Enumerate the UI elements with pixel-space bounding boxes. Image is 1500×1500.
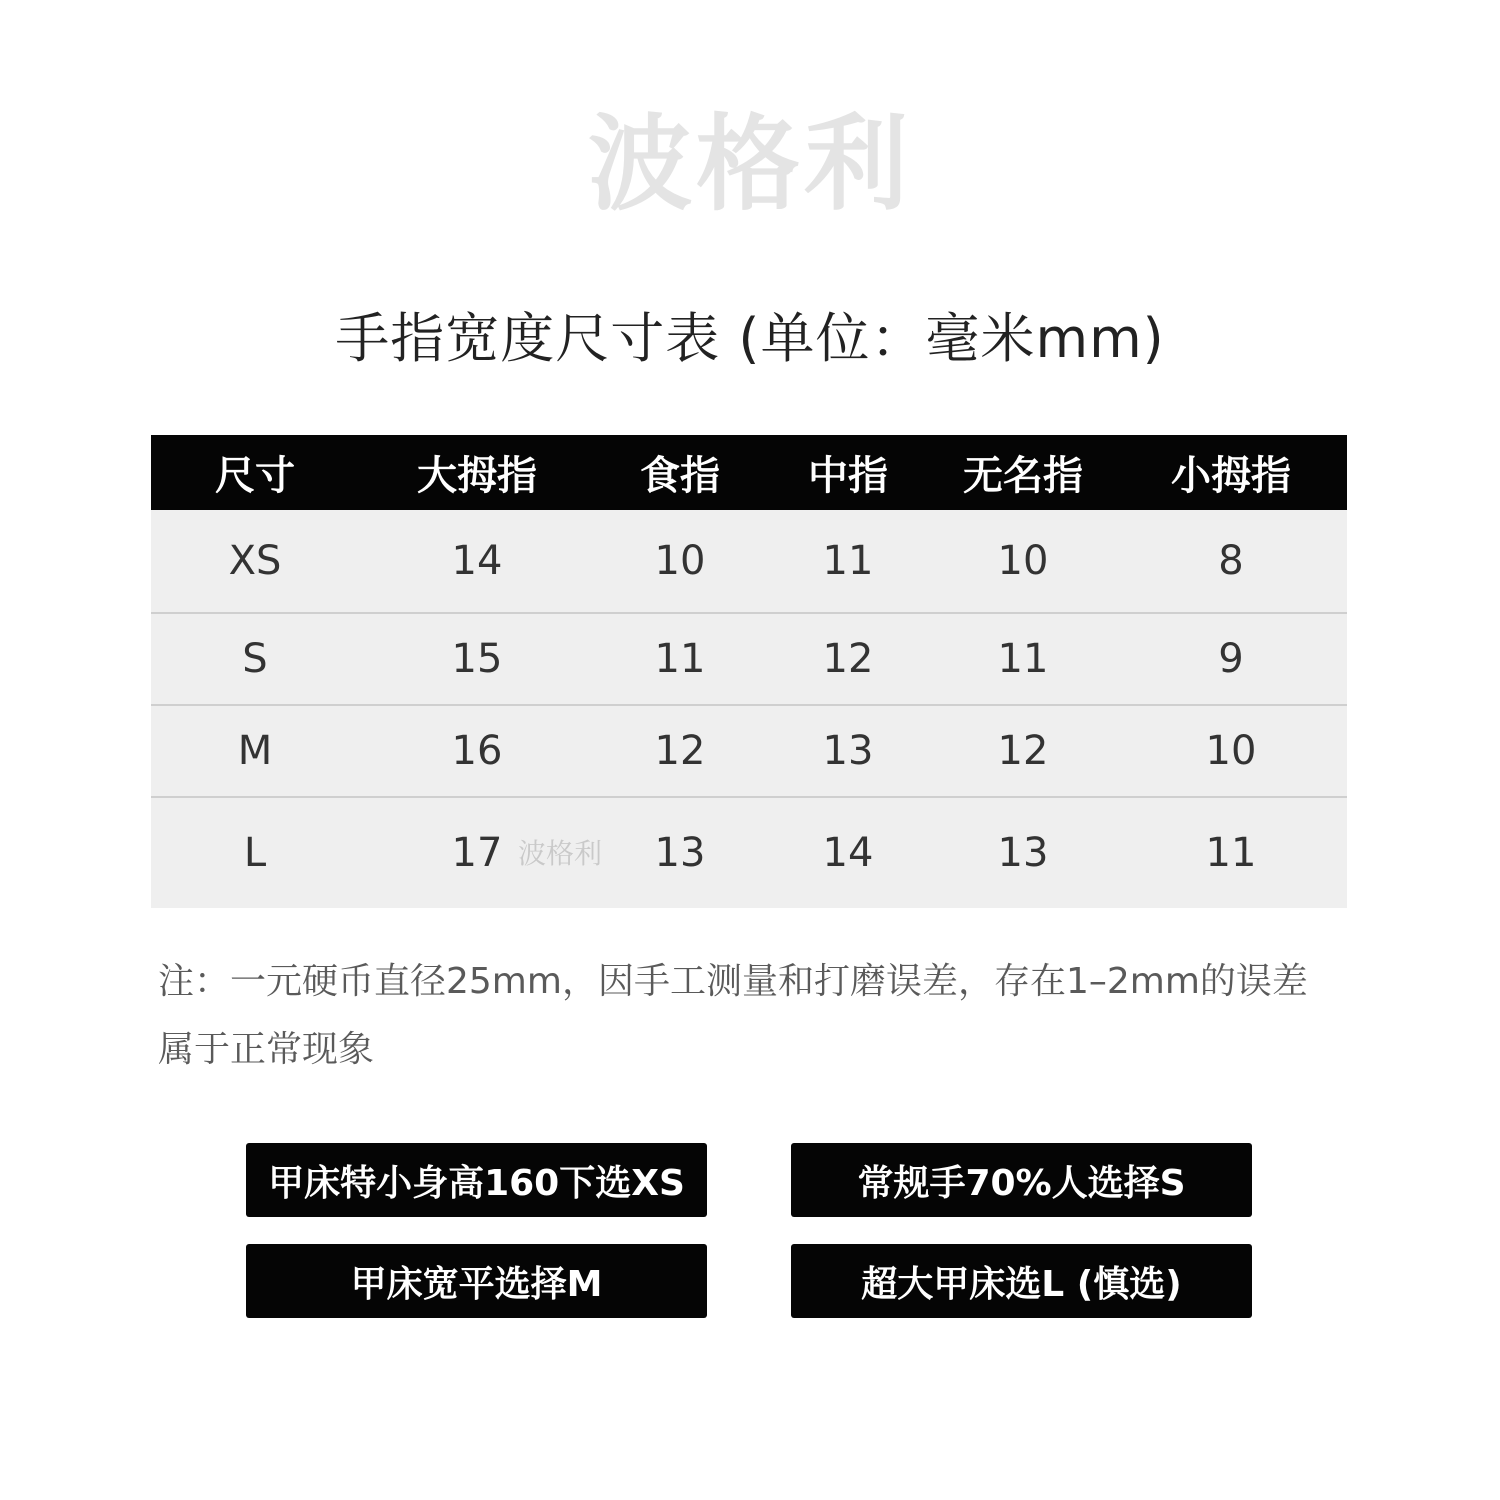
cell-size: S xyxy=(242,636,268,682)
header-middle: 中指 xyxy=(808,453,888,499)
size-l-tag: 超大甲床选L (慎选) xyxy=(791,1244,1252,1318)
note xyxy=(158,948,1358,1084)
cell-thumb: 17 xyxy=(451,830,503,876)
header-size: 尺寸 xyxy=(215,453,295,499)
cell-index: 10 xyxy=(654,538,706,584)
cell-pinky: 10 xyxy=(1205,728,1257,774)
header-ring: 无名指 xyxy=(963,453,1083,499)
cell-index: 13 xyxy=(654,830,706,876)
cell-size: L xyxy=(243,830,267,876)
table-row xyxy=(151,706,1347,798)
watermark-logo: 波格利 xyxy=(587,102,912,225)
note-line-1: 注：一元硬币直径25mm，因手工测量和打磨误差，存在1–2mm的误差 xyxy=(158,961,1308,1002)
table-row xyxy=(151,510,1347,614)
header-thumb: 大拇指 xyxy=(417,453,537,499)
cell-thumb: 14 xyxy=(451,538,503,584)
header-pinky: 小拇指 xyxy=(1171,453,1291,499)
cell-pinky: 9 xyxy=(1218,636,1244,682)
page-title: 手指宽度尺寸表 (单位：毫米mm) xyxy=(335,307,1165,370)
size-m-tag: 甲床宽平选择M xyxy=(246,1244,707,1318)
cell-middle: 13 xyxy=(822,728,874,774)
cell-middle: 12 xyxy=(822,636,874,682)
cell-thumb: 15 xyxy=(451,636,503,682)
table-row xyxy=(151,614,1347,706)
table-body xyxy=(151,510,1347,908)
cell-ring: 10 xyxy=(997,538,1049,584)
cell-ring: 13 xyxy=(997,830,1049,876)
cell-ring: 11 xyxy=(997,636,1049,682)
cell-middle: 11 xyxy=(822,538,874,584)
inline-watermark: 波格利 xyxy=(518,837,603,870)
size-xs-tag: 甲床特小身高160下选XS xyxy=(246,1143,707,1217)
cell-pinky: 8 xyxy=(1218,538,1244,584)
cell-middle: 14 xyxy=(822,830,874,876)
size-s-tag: 常规手70%人选择S xyxy=(791,1143,1252,1217)
note-line-2: 属于正常现象 xyxy=(158,1029,375,1070)
size-table xyxy=(151,435,1347,908)
cell-thumb: 16 xyxy=(451,728,503,774)
cell-size: M xyxy=(237,728,273,774)
table-header xyxy=(151,435,1347,510)
header-index: 食指 xyxy=(640,453,720,499)
cell-size: XS xyxy=(228,538,282,584)
cell-index: 11 xyxy=(654,636,706,682)
table-row xyxy=(151,798,1347,908)
cell-index: 12 xyxy=(654,728,706,774)
cell-ring: 12 xyxy=(997,728,1049,774)
cell-pinky: 11 xyxy=(1205,830,1257,876)
